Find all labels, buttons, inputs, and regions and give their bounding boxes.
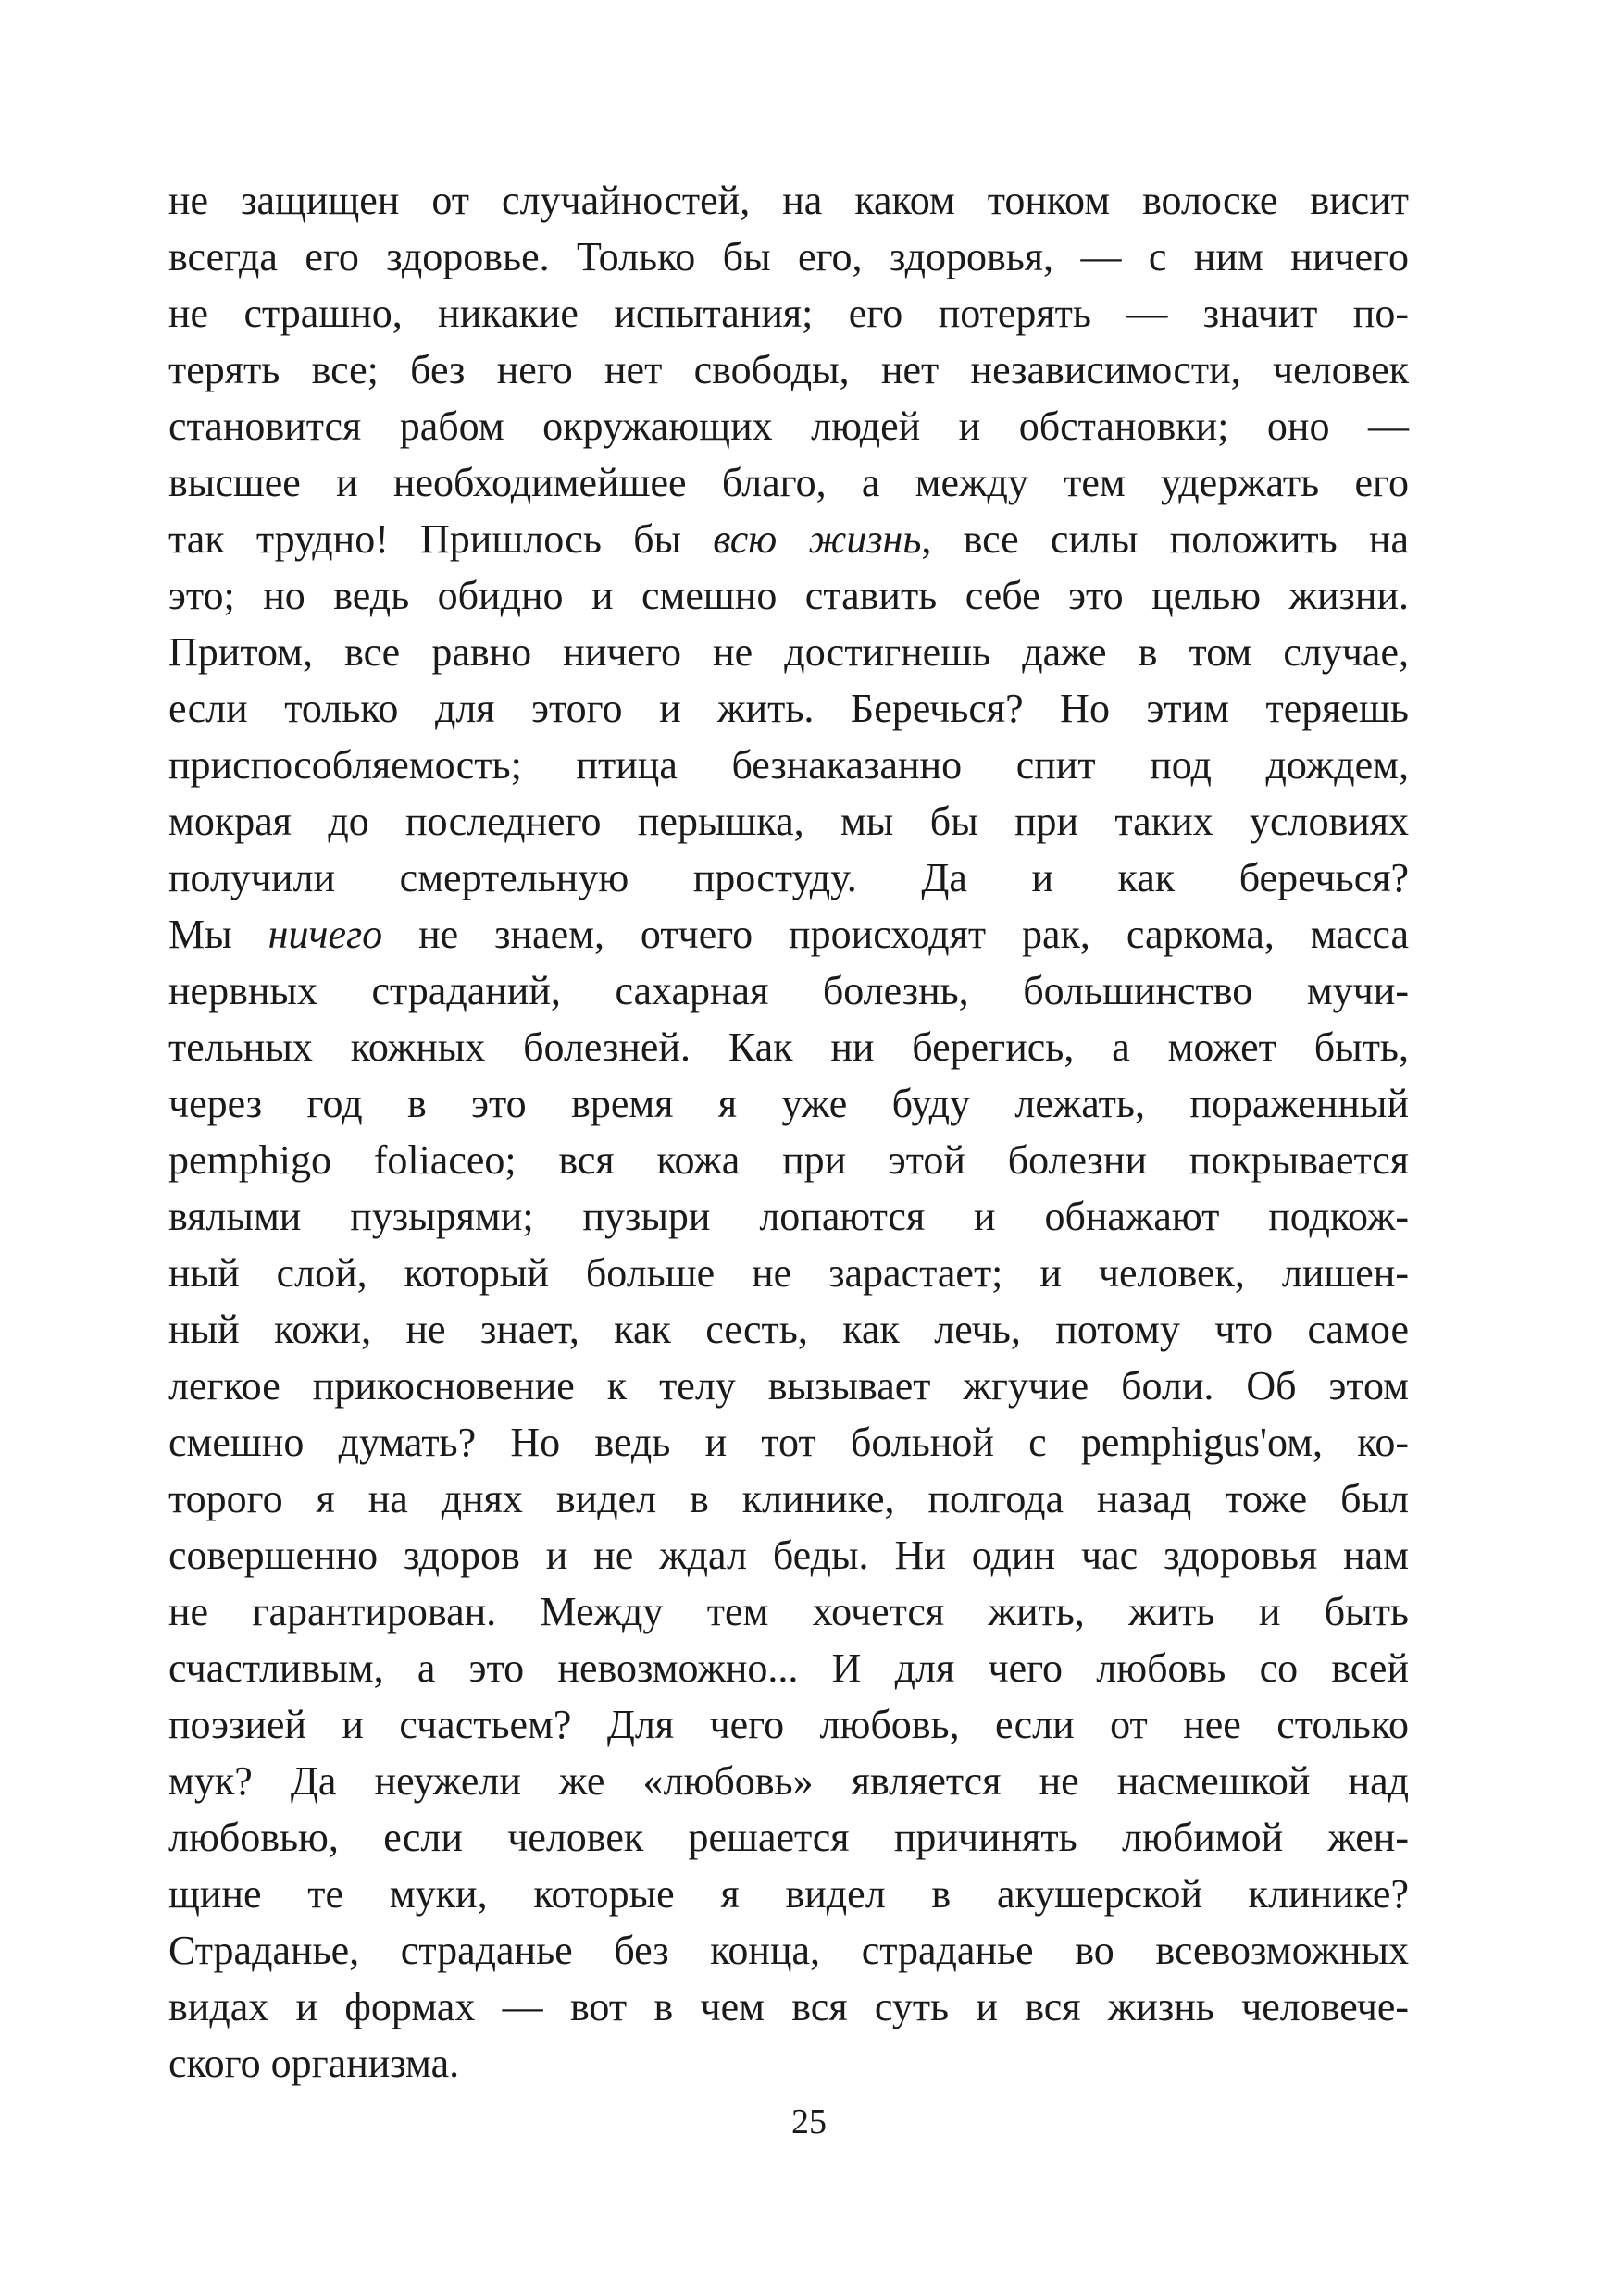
text-line [168, 341, 1409, 398]
text-segment: совершенно здоров и не ждал беды. Ни один час здоровья нам [168, 1533, 1409, 1578]
text-line [168, 1245, 1409, 1301]
text-line [168, 285, 1409, 341]
text-segment: терять все; без него нет свободы, нет независимости, человек [168, 347, 1409, 392]
text-segment: поэзией и счастьем? Для чего любовь, если от нее столько [168, 1702, 1409, 1747]
text-segment: ского организма. [168, 2041, 460, 2086]
italic-text: ничего [268, 912, 383, 957]
text-line [168, 172, 1409, 229]
text-segment: pemphigo foliaceo; вся кожа при этой болезни покрывается [168, 1137, 1409, 1183]
text-line [168, 624, 1409, 680]
text-line [168, 567, 1409, 624]
text-segment: любовью, если человек решается причинять любимой жен- [168, 1815, 1409, 1860]
text-line [168, 1866, 1409, 1922]
text-segment: это; но ведь обидно и смешно ставить себе это целью жизни. [168, 573, 1409, 618]
text-segment: получили смертельную простуду. Да и как беречься? [168, 855, 1409, 900]
text-line [168, 1075, 1409, 1132]
text-segment: приспособляемость; птица безнаказанно спит под дождем, [168, 742, 1409, 788]
text-line [168, 1753, 1409, 1809]
page-number: 25 [791, 2103, 827, 2141]
text-segment: через год в это время я уже буду лежать, пораженный [168, 1081, 1409, 1126]
text-line [168, 1019, 1409, 1075]
text-segment: вялыми пузырями; пузыри лопаются и обнажают подкож- [168, 1194, 1409, 1239]
text-segment: всегда его здоровье. Только бы его, здоровья, — с ним ничего [168, 234, 1409, 279]
text-segment: видах и формах — вот в чем вся суть и вся жизнь человече- [168, 1984, 1409, 2029]
text-line [168, 1809, 1409, 1866]
text-segment: счастливым, а это невозможно... И для чего любовь со всей [168, 1645, 1409, 1691]
text-line [168, 1358, 1409, 1414]
text-line [168, 454, 1409, 511]
text-line [168, 737, 1409, 793]
text-segment: не знаем, отчего происходят рак, саркома, масса [382, 912, 1409, 957]
text-line [168, 229, 1409, 285]
text-line [168, 2035, 1409, 2091]
text-line [168, 850, 1409, 906]
text-line [168, 1640, 1409, 1696]
text-line [168, 1696, 1409, 1753]
text-segment: не защищен от случайностей, на каком тонком волоске висит [168, 178, 1409, 223]
text-segment: ный кожи, не знает, как сесть, как лечь, потому что самое [168, 1307, 1409, 1352]
text-segment: Мы [168, 912, 268, 957]
text-line [168, 1471, 1409, 1527]
text-segment: высшее и необходимейшее благо, а между тем удержать его [168, 460, 1409, 505]
text-segment: , все силы положить на [921, 516, 1409, 562]
text-line [168, 511, 1409, 567]
text-segment: ный слой, который больше не зарастает; и человек, лишен- [168, 1250, 1409, 1296]
text-segment: легкое прикосновение к телу вызывает жгучие боли. Об этом [168, 1363, 1409, 1409]
text-segment: так трудно! Пришлось бы [168, 516, 714, 562]
text-segment: Притом, все равно ничего не достигнешь даже в том случае, [168, 629, 1409, 675]
text-line [168, 1583, 1409, 1640]
text-segment: тельных кожных болезней. Как ни берегись, а может быть, [168, 1024, 1409, 1070]
text-line [168, 1979, 1409, 2035]
text-line [168, 1527, 1409, 1583]
text-line [168, 1922, 1409, 1979]
text-line [168, 1301, 1409, 1358]
text-segment: смешно думать? Но ведь и тот больной с pemphigus'ом, ко- [168, 1420, 1409, 1465]
text-line [168, 906, 1409, 962]
text-segment: если только для этого и жить. Беречься? Но этим теряешь [168, 686, 1409, 731]
text-segment: щине те муки, которые я видел в акушерской клинике? [168, 1871, 1409, 1917]
text-segment: Страданье, страданье без конца, страданье во всевозможных [168, 1928, 1409, 1973]
text-segment: торого я на днях видел в клинике, полгода назад тоже был [168, 1476, 1409, 1521]
text-line [168, 1188, 1409, 1245]
text-segment: мук? Да неужели же «любовь» является не насмешкой над [168, 1758, 1409, 1804]
body-text [168, 172, 1409, 2091]
italic-text: всю жизнь [713, 516, 922, 562]
text-line [168, 398, 1409, 454]
text-segment: нервных страданий, сахарная болезнь, большинство мучи- [168, 968, 1409, 1013]
text-line [168, 793, 1409, 850]
text-segment: мокрая до последнего перышка, мы бы при таких условиях [168, 799, 1409, 844]
text-segment: не гарантирован. Между тем хочется жить, жить и быть [168, 1589, 1409, 1634]
text-segment: становится рабом окружающих людей и обстановки; оно — [168, 403, 1409, 449]
text-line [168, 1132, 1409, 1188]
text-segment: не страшно, никакие испытания; его потерять — значит по- [168, 291, 1409, 336]
text-line [168, 1414, 1409, 1471]
text-line [168, 680, 1409, 737]
text-line [168, 962, 1409, 1019]
